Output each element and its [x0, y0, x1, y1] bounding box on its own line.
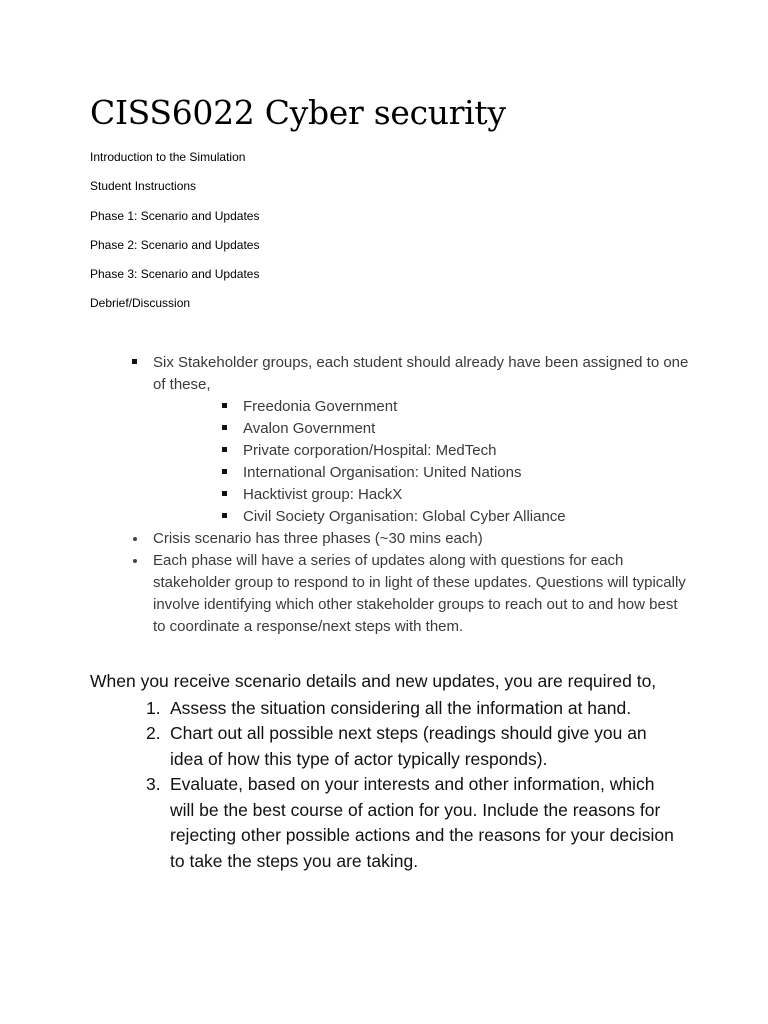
instruction-step [146, 721, 680, 772]
contents-item: Debrief/Discussion [90, 296, 191, 311]
stakeholder-item: Freedonia Government [220, 396, 690, 418]
step-text: Evaluate, based on your interests and other information, which will be the best course of action for you. Include the reasons for rejecting other possible actions and the reasons for your decision to take the steps you are taking. [170, 774, 674, 871]
stakeholder-item: International Organisation: United Nations [220, 462, 690, 484]
step-text: Assess the situation considering all the information at hand. [170, 697, 632, 718]
contents-item: Student Instructions [90, 179, 197, 194]
stakeholder-item: Private corporation/Hospital: MedTech [220, 440, 690, 462]
instruction-step [146, 696, 680, 722]
phase-updates-bullet: Each phase will have a series of updates along with questions for each stakeholder group to respond to in light of these updates. Questions will typically involve identifying which other stakeholder groups to reach out to and how best to coordinate a response/next steps with them. [130, 550, 690, 638]
instructions-lead: When you receive scenario details and new updates, you are required to, [90, 671, 657, 691]
simulation-intro [130, 352, 690, 638]
stakeholder-item: Civil Society Organisation: Global Cyber Alliance [220, 506, 690, 528]
intro-bullet-list [130, 352, 690, 396]
stakeholders-bullet [130, 352, 690, 396]
step-number: 1. [146, 697, 161, 718]
stakeholders-text: Six Stakeholder groups, each student should already have been assigned to one of these, [153, 354, 689, 393]
step-number: 2. [146, 723, 161, 743]
stakeholder-item: Hacktivist group: HackX [220, 484, 690, 506]
contents-list [90, 148, 259, 324]
contents-item: Phase 3: Scenario and Updates [90, 267, 260, 282]
contents-item: Phase 1: Scenario and Updates [90, 208, 260, 223]
stakeholder-list [220, 396, 690, 528]
instruction-step [146, 772, 680, 874]
document-title: CISS6022 Cyber security [90, 93, 506, 132]
instructions-steps [90, 696, 680, 875]
intro-round-bullets [130, 528, 690, 638]
student-instructions [90, 669, 680, 874]
stakeholder-item: Avalon Government [220, 418, 690, 440]
step-text: Chart out all possible next steps (readings should give you an idea of how this type of actor typically responds). [170, 723, 647, 769]
crisis-phases-bullet: Crisis scenario has three phases (~30 mins each) [130, 528, 690, 550]
step-number: 3. [146, 774, 161, 794]
contents-item: Phase 2: Scenario and Updates [90, 237, 260, 252]
contents-item: Introduction to the Simulation [90, 150, 246, 164]
